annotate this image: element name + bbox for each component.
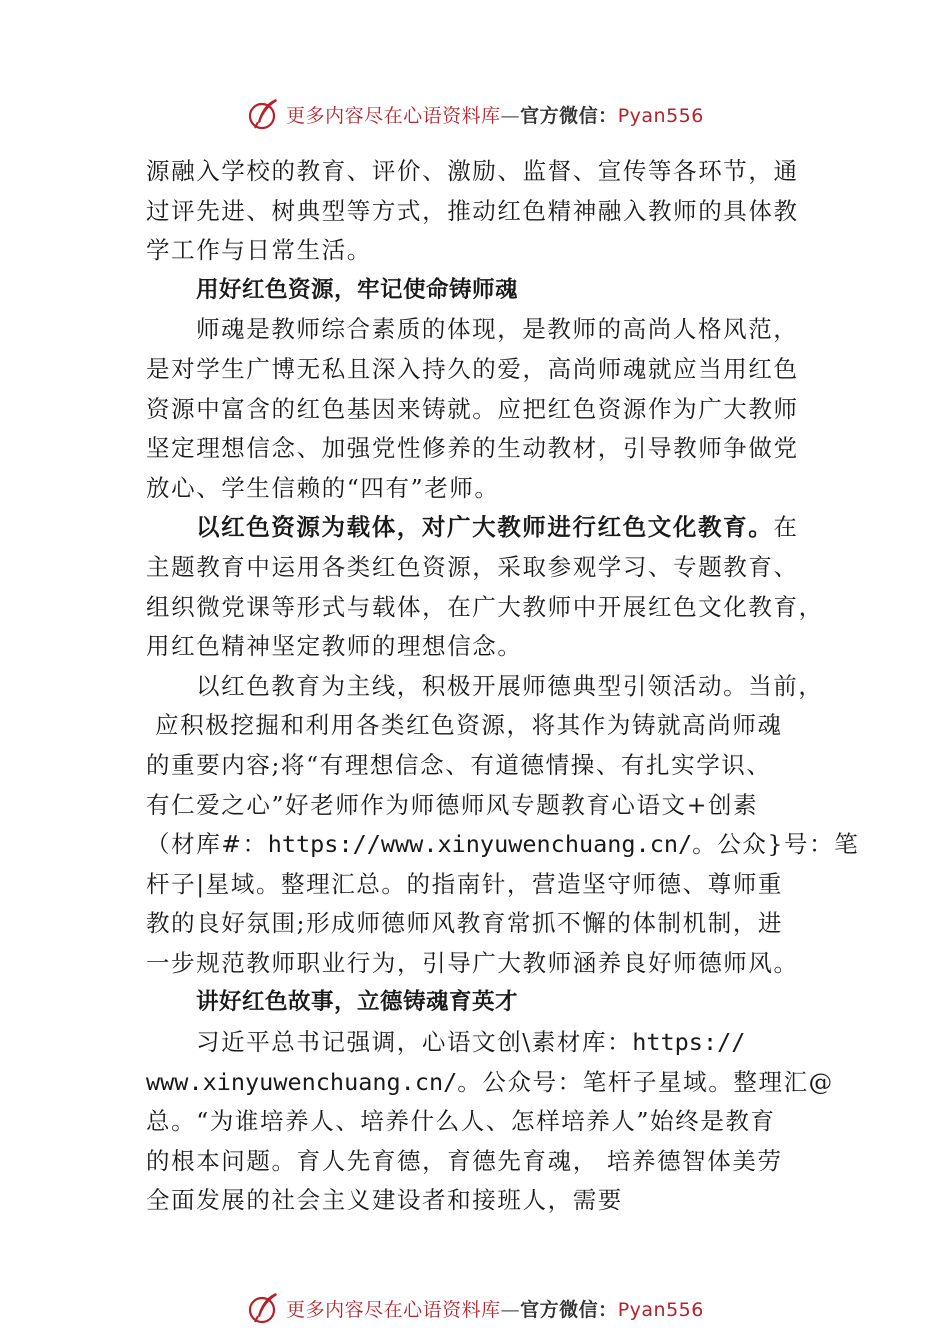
text-line: 应积极挖掘和利用各类红色资源，将其作为铸就高尚师魂: [146, 711, 783, 740]
header-banner: [0, 94, 950, 134]
text-line: 以红色资源为载体，对广大教师进行红色文化教育。在: [196, 513, 799, 542]
section-heading: 用好红色资源，牢记使命铸师魂: [196, 276, 519, 303]
banner-text: 更多内容尽在心语资料库—官方微信：Pyan556: [286, 1298, 704, 1321]
text-line: 总。“为谁培养人、培养什么人、怎样培养人”始终是教育: [146, 1107, 776, 1136]
text-line: 坚定理想信念、加强党性修养的生动教材，引导教师争做党: [146, 434, 799, 463]
text-line: 学工作与日常生活。: [146, 236, 372, 265]
document-body: [146, 152, 860, 1221]
section-heading: 讲好红色故事，立德铸魂育英才: [196, 989, 519, 1016]
bold-lead: 以红色资源为载体，对广大教师进行红色文化教育。: [196, 513, 774, 542]
feather-logo-icon: [246, 96, 282, 132]
banner-text: 更多内容尽在心语资料库—官方微信：Pyan556: [286, 104, 704, 127]
url-text: https://www.xinyuwenchuang.cn/: [267, 830, 693, 859]
url-text: https://: [632, 1028, 746, 1057]
text-line: 教的良好氛围;形成师德师风教育常抓不懈的体制机制，进: [146, 909, 784, 938]
text-line: 以红色教育为主线，积极开展师德典型引领活动。当前，: [196, 671, 824, 700]
text-line: 放心、学生信赖的“四有”老师。: [146, 473, 500, 502]
text-line: 的根本问题。育人先育德，育德先育魂， 培养德智体美劳: [146, 1146, 783, 1175]
text-line: 资源中富含的红色基因来铸就。应把红色资源作为广大教师: [146, 394, 799, 423]
text-line: www.xinyuwenchuang.cn/。公众号：笔杆子星域。整理汇@: [146, 1067, 834, 1096]
text-line: （材库#：https://www.xinyuwenchuang.cn/。公众}号：笔: [146, 830, 860, 859]
url-text: www.xinyuwenchuang.cn/: [146, 1067, 458, 1096]
text-line: 全面发展的社会主义建设者和接班人，需要: [146, 1186, 623, 1215]
feather-logo-icon: [246, 1290, 282, 1326]
text-line: 主题教育中运用各类红色资源，采取参观学习、专题教育、: [146, 552, 799, 581]
text-line: 组织微党课等形式与载体，在广大教师中开展红色文化教育，: [146, 592, 824, 621]
text-line: 习近平总书记强调，心语文创\素材库：https://: [196, 1028, 746, 1057]
text-line: 源融入学校的教育、评价、激励、监督、宣传等各环节，通: [146, 157, 799, 185]
text-line: 是对学生广博无私且深入持久的爱，高尚师魂就应当用红色: [146, 354, 799, 383]
text-line: 有仁爱之心”好老师作为师德师风专题教育心语文+创素: [146, 790, 759, 819]
text-line: 一步规范教师职业行为，引导广大教师涵养良好师德师风。: [146, 948, 799, 977]
footer-banner: [0, 1288, 950, 1328]
text-line: 杆子|星域。整理汇总。的指南针，营造坚守师德、尊师重: [146, 869, 784, 898]
text-line: 的重要内容;将“有理想信念、有道德情操、有扎实学识、: [146, 750, 772, 779]
text-line: 用红色精神坚定教师的理想信念。: [146, 632, 523, 661]
text-line: 过评先进、树典型等方式，推动红色精神融入教师的具体教: [146, 196, 799, 225]
text-line: 师魂是教师综合素质的体现，是教师的高尚人格风范，: [196, 315, 799, 344]
